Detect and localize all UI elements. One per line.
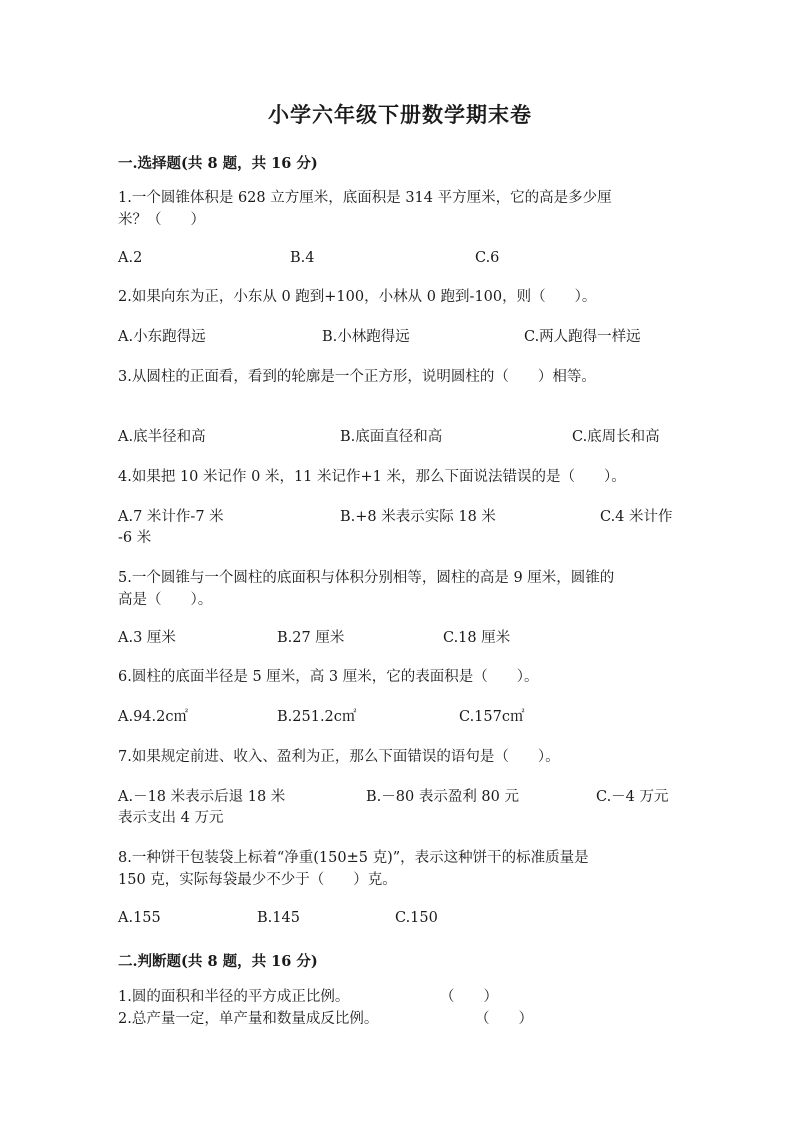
question-text: 8.一种饼干包装袋上标着“净重(150±5 克)”，表示这种饼干的标准质量是	[118, 850, 589, 866]
option-c: C.两人跑得一样远	[524, 329, 641, 345]
question-text: 6.圆柱的底面半径是 5 厘米，高 3 厘米，它的表面积是（ ）。	[118, 669, 539, 685]
option-b: B.251.2c㎡	[277, 709, 357, 725]
option-c: C.4 米计作	[600, 509, 673, 525]
option-c: C.6	[475, 250, 500, 266]
question-7	[118, 746, 688, 768]
section-heading-judgement: 二.判断题(共 8 题，共 16 分)	[118, 953, 318, 970]
option-a: A.2	[118, 250, 143, 266]
question-text-cont: 高是（ ）。	[118, 592, 213, 608]
question-5	[118, 567, 688, 611]
option-a: A.底半径和高	[118, 429, 206, 445]
question-text: 4.如果把 10 米记作 0 米，11 米记作+1 米，那么下面说法错误的是（ ）。	[118, 469, 626, 485]
question-text: 3.从圆柱的正面看，看到的轮廓是一个正方形，说明圆柱的（ ）相等。	[118, 369, 596, 385]
option-c-wrap: -6 米	[118, 530, 152, 546]
option-c-wrap: 表示支出 4 万元	[118, 810, 224, 826]
option-c: C.18 厘米	[443, 630, 511, 646]
option-b: B.底面直径和高	[340, 429, 443, 445]
question-text: 1.一个圆锥体积是 628 立方厘米，底面积是 314 平方厘米，它的高是多少厘	[118, 190, 612, 206]
option-c: C.150	[395, 910, 438, 926]
option-a: A.94.2c㎡	[118, 709, 188, 725]
question-8	[118, 847, 688, 891]
question-2	[118, 286, 688, 308]
question-text: 2.如果向东为正，小东从 0 跑到+100，小林从 0 跑到-100，则（ ）。	[118, 289, 597, 305]
option-c: C.157c㎡	[459, 709, 525, 725]
page-title: 小学六年级下册数学期末卷	[268, 102, 532, 127]
question-6	[118, 666, 688, 688]
question-text: 5.一个圆锥与一个圆柱的底面积与体积分别相等，圆柱的高是 9 厘米，圆锥的	[118, 570, 615, 586]
judgement-question-1: 1.圆的面积和半径的平方成正比例。	[118, 989, 350, 1005]
option-a: A.小东跑得远	[118, 329, 206, 345]
option-b: B.4	[290, 250, 315, 266]
answer-parenthesis: （ ）	[475, 1011, 533, 1027]
question-text-cont: 150 克，实际每袋最少不少于（ ）克。	[118, 872, 397, 888]
option-c: C.底周长和高	[572, 429, 660, 445]
option-a: A.155	[118, 910, 161, 926]
section-heading-choice: 一.选择题(共 8 题，共 16 分)	[118, 155, 318, 172]
option-b: B.小林跑得远	[322, 329, 410, 345]
question-text: 7.如果规定前进、收入、盈利为正，那么下面错误的语句是（ ）。	[118, 749, 560, 765]
option-c: C.－4 万元	[596, 789, 669, 805]
question-3	[118, 366, 688, 388]
judgement-question-2: 2.总产量一定，单产量和数量成反比例。	[118, 1011, 379, 1027]
option-a: A.7 米计作-7 米	[118, 509, 224, 525]
answer-parenthesis: （ ）	[440, 989, 498, 1005]
option-a: A.－18 米表示后退 18 米	[118, 789, 286, 805]
option-b: B.+8 米表示实际 18 米	[340, 509, 496, 525]
question-1	[118, 187, 688, 231]
option-a: A.3 厘米	[118, 630, 176, 646]
option-b: B.145	[257, 910, 300, 926]
option-b: B.27 厘米	[277, 630, 345, 646]
question-4	[118, 466, 688, 488]
question-text-cont: 米？（ ）	[118, 212, 205, 228]
option-b: B.－80 表示盈利 80 元	[366, 789, 519, 805]
